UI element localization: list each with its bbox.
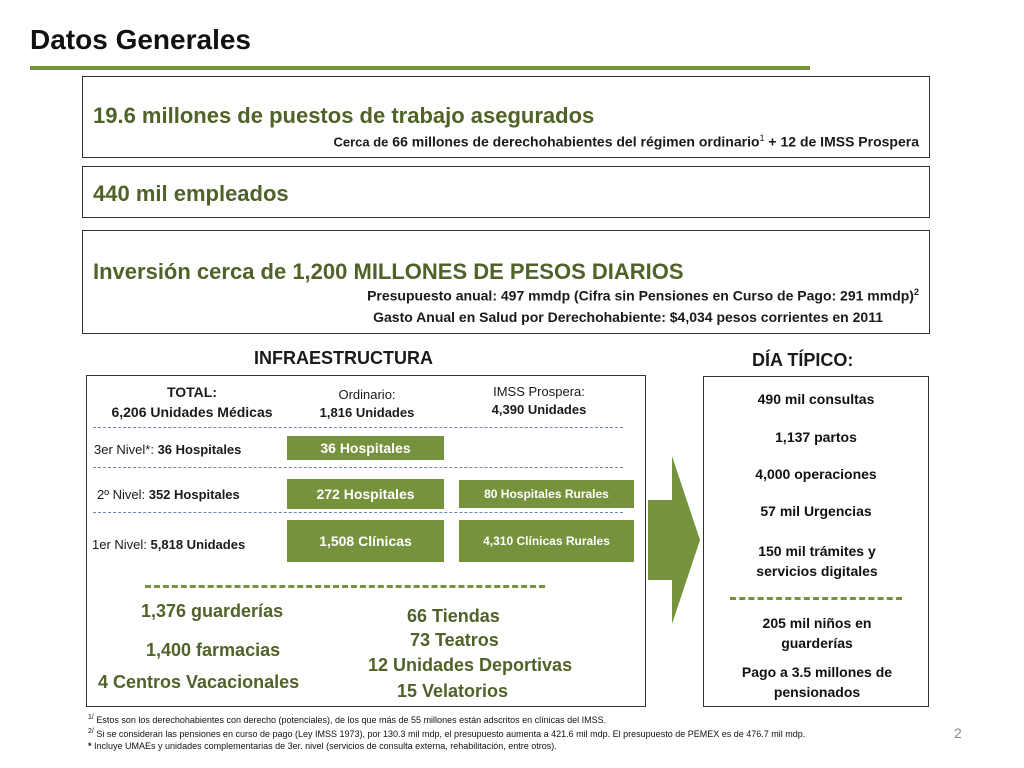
- teatros-count: 73 Teatros: [410, 630, 499, 650]
- divider-line: [93, 467, 623, 468]
- centros-vacacionales-count: 4 Centros Vacacionales: [98, 672, 300, 692]
- prospera-label: IMSS Prospera:: [493, 384, 585, 399]
- investment-headline: Inversión cerca de 1,200 MILLONES DE PESOS DIARIOS: [93, 259, 684, 284]
- title-underline: [30, 66, 810, 70]
- infra-box: [86, 375, 646, 707]
- farmacias-count: 1,400 farmacias: [146, 640, 281, 660]
- jobs-headline: 19.6 millones de puestos de trabajo asegurados: [93, 103, 595, 128]
- level2-ordinario-badge: 272 Hospitales: [287, 479, 444, 509]
- partos-item: 1,137 partos: [775, 429, 857, 445]
- level3-label: 3er Nivel*: 36 Hospitales: [94, 442, 242, 457]
- tramites-item: 150 mil trámites y servicios digitales: [756, 543, 878, 579]
- beneficiaries-line: Cerca de 66 millones de derechohabientes del régimen ordinario$^1$ + 12 de IMSS Prospera: [333, 133, 919, 150]
- level3-ordinario-badge: 36 Hospitales: [287, 436, 444, 460]
- ninos-guarderias-item: 205 mil niños en guarderías: [762, 615, 872, 651]
- total-label: TOTAL:: [166, 384, 218, 400]
- consultas-item: 490 mil consultas: [757, 391, 875, 407]
- footnote-2: $^{2/}$ Si se consideran las pensiones en curso de pago (Ley IMSS 1973), por 130.3 mil mdp, el presupuesto aumenta a 421.6 mil mdp. El presupuesto de PEMEX es de 476.7 mil mdp.: [88, 728, 806, 739]
- velatorios-count: 15 Velatorios: [397, 681, 509, 701]
- section-separator: [145, 585, 545, 588]
- infra-heading: INFRAESTRUCTURA: [254, 348, 433, 368]
- level2-label: 2º Nivel: 352 Hospitales: [97, 487, 240, 502]
- tiendas-count: 66 Tiendas: [407, 606, 500, 626]
- pensionados-item: Pago a 3.5 millones de pensionados: [741, 664, 893, 700]
- level1-prospera-badge: 4,310 Clínicas Rurales: [459, 520, 634, 562]
- level1-ordinario-badge: 1,508 Clínicas: [287, 520, 444, 562]
- level2-prospera-badge: 80 Hospitales Rurales: [459, 480, 634, 508]
- footnote-3: * Incluye UMAEs y unidades complementarias de 3er. nivel (servicios de consulta externa, rehabilitación, entre otros).: [88, 741, 557, 751]
- employees-headline: 440 mil empleados: [93, 181, 289, 206]
- health-spend-line: Gasto Anual en Salud por Derechohabiente: $4,034 pesos corrientes en 2011: [373, 309, 883, 325]
- dia-tipico-heading: DÍA TÍPICO:: [752, 350, 854, 370]
- divider-line: [93, 512, 623, 513]
- prospera-value: 4,390 Unidades: [491, 402, 587, 417]
- dia-tipico-box: [703, 376, 929, 707]
- ordinario-value: 1,816 Unidades: [319, 405, 415, 420]
- operaciones-item: 4,000 operaciones: [755, 466, 877, 482]
- footnote-1: $^{1/}$ Estos son los derechohabientes con derecho (potenciales), de los que más de 55 millones están adscritos en clínicas del IMSS.: [88, 714, 607, 725]
- budget-line: Presupuesto anual: 497 mmdp (Cifra sin Pensiones en Curso de Pago: 291 mmdp)$^2$: [367, 287, 919, 304]
- total-value: 6,206 Unidades Médicas: [111, 404, 273, 420]
- dia-separator: [730, 597, 902, 600]
- urgencias-item: 57 mil Urgencias: [760, 503, 872, 519]
- employees-box: [82, 166, 930, 218]
- level1-label: 1er Nivel: 5,818 Unidades: [92, 537, 246, 552]
- unidades-deportivas-count: 12 Unidades Deportivas: [368, 655, 573, 675]
- page-title: Datos Generales: [30, 24, 251, 55]
- ordinario-label: Ordinario:: [338, 387, 396, 402]
- page-number: 2: [954, 725, 962, 741]
- guarderias-count: 1,376 guarderías: [141, 601, 284, 621]
- investment-box: [82, 230, 930, 334]
- divider-line: [93, 427, 623, 428]
- jobs-box: [82, 76, 930, 158]
- arrow-right-icon: [648, 456, 702, 624]
